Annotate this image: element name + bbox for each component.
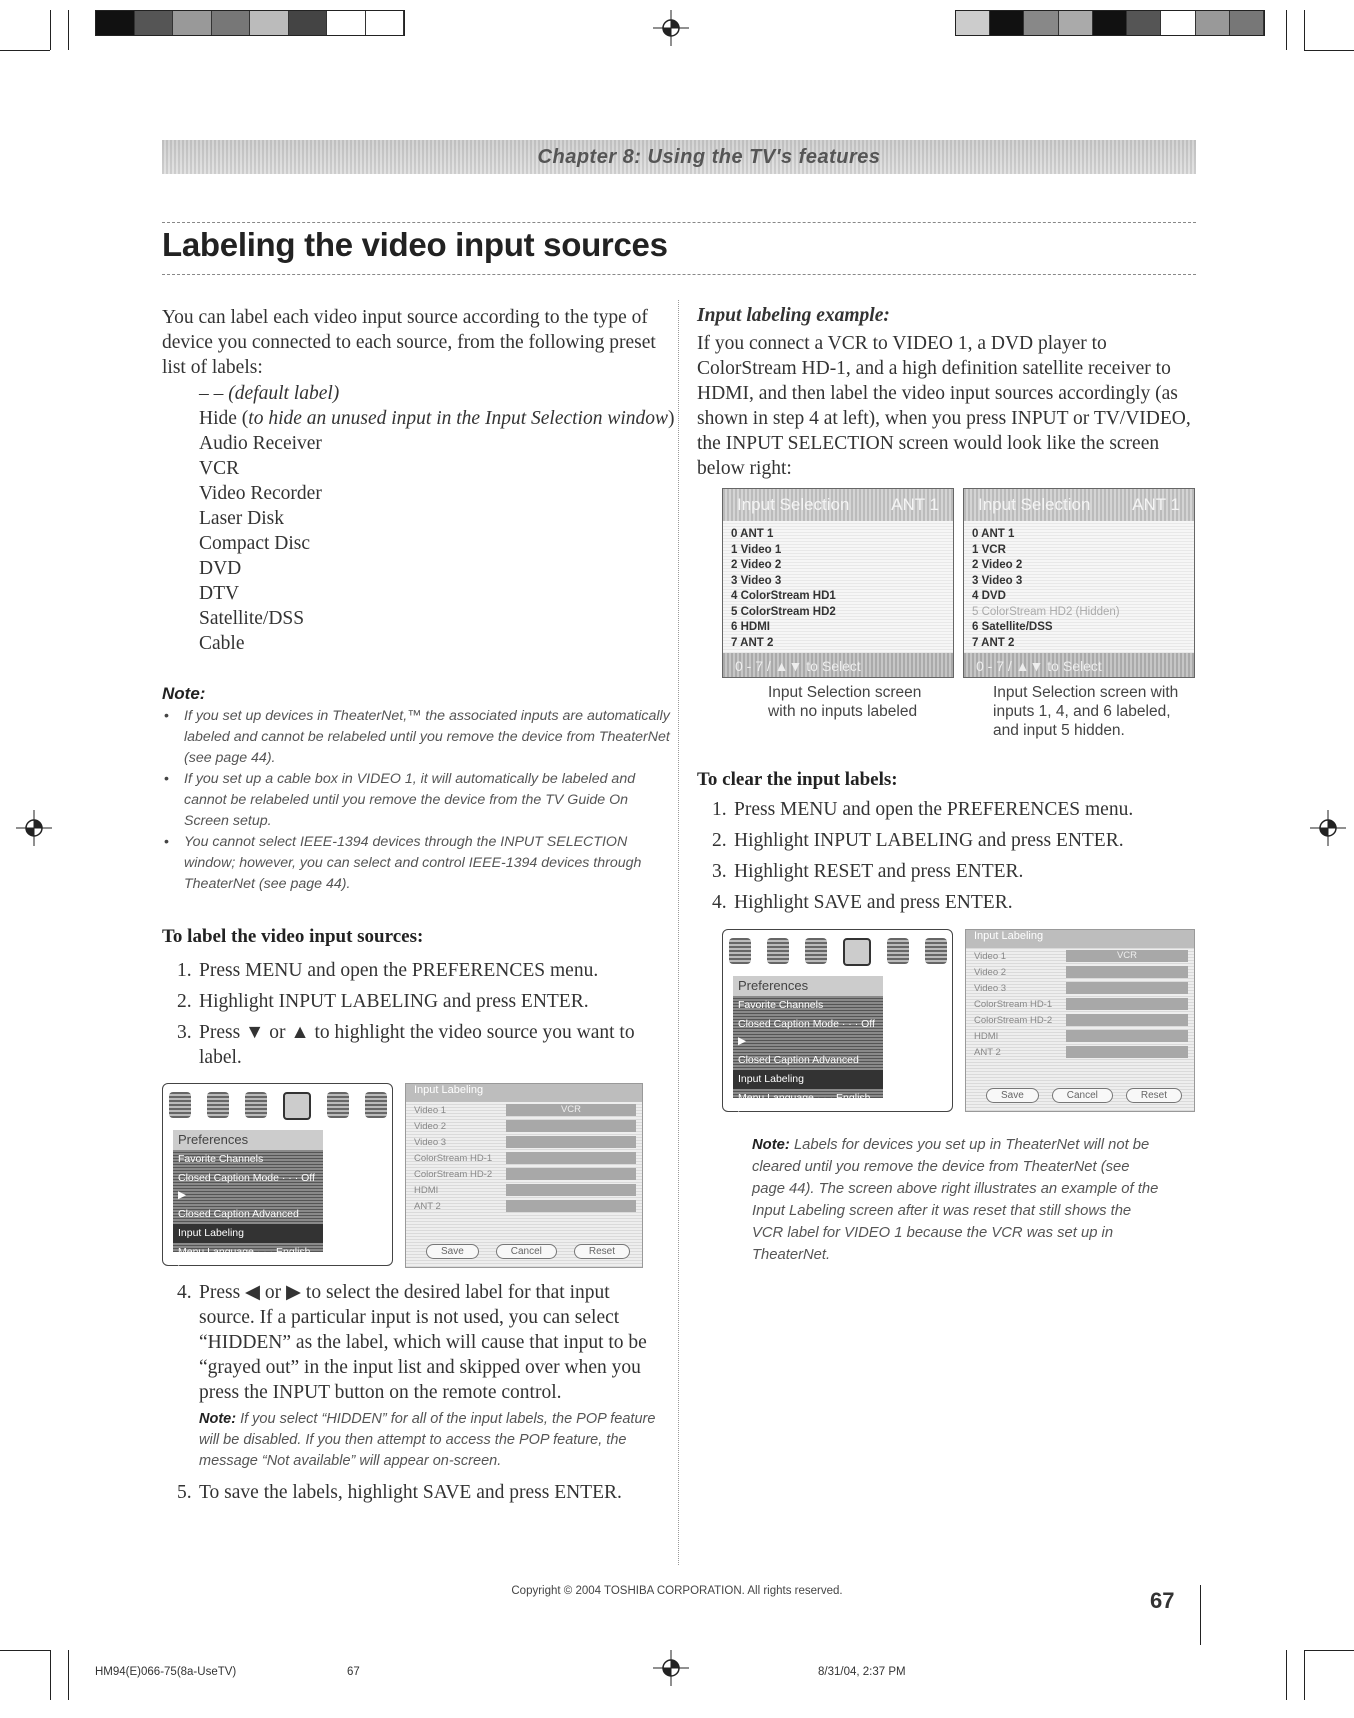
label-row: ColorStream HD-2: [406, 1166, 642, 1182]
list-item: Video Recorder: [199, 483, 322, 504]
crop-mark: [1304, 10, 1305, 50]
crop-mark: [1304, 50, 1354, 51]
list-item: 5 ColorStream HD2: [731, 605, 836, 618]
panel-buttons: [426, 1244, 630, 1259]
menu-item: Closed Caption Advanced: [738, 1054, 859, 1066]
list-item: DTV: [199, 583, 240, 604]
step-text: To save the labels, highlight SAVE and press ENTER.: [199, 1482, 622, 1503]
screen-footer: 0 - 7 / ▲▼ to Select: [723, 653, 953, 678]
menu-tab-icon: [327, 1092, 349, 1118]
menu-tab-icon: [843, 938, 871, 966]
step-text: Highlight SAVE and press ENTER.: [734, 892, 1013, 913]
step-item: [177, 989, 667, 1014]
menu-tab-icon: [805, 938, 827, 964]
label-row: Video 2: [966, 964, 1194, 980]
label-row: ANT 2: [406, 1198, 642, 1214]
step-item: [177, 958, 667, 983]
list-item: 0 ANT 1: [972, 528, 1015, 540]
right-note: Note: Labels for devices you set up in TheaterNet will not be cleared until you remove the device from TheaterNet (see page 44). The screen above right illustrates an example of the Input Labeling screen after it was reset that still shows the VCR label for VIDEO 1 because the VCR was set up in TheaterNet.: [752, 1137, 1159, 1263]
panel-title: Input Labeling: [966, 930, 1194, 948]
step-text: Press MENU and open the PREFERENCES menu.: [199, 960, 599, 981]
crop-mark: [68, 10, 69, 50]
menu-tab-icon: [245, 1092, 267, 1118]
screen-header: Input Selection ANT 1: [723, 489, 953, 521]
step-number: 3.: [712, 861, 727, 882]
label-row: HDMI: [966, 1028, 1194, 1044]
caption-right: Input Selection screen with inputs 1, 4, and 6 labeled, and input 5 hidden.: [993, 684, 1179, 739]
note-heading: Note:: [162, 684, 206, 703]
note-list: [162, 706, 672, 895]
preferences-panel: [173, 1130, 323, 1275]
registration-bar-right: [955, 10, 1265, 36]
list-item: 6 Satellite/DSS: [972, 621, 1053, 633]
intro-paragraph: You can label each video input source according to the type of device you connected to each source, from the following preset list of labels:: [162, 307, 656, 378]
label-row: HDMI: [406, 1182, 642, 1198]
crop-mark: [1286, 10, 1287, 50]
save-button: Save: [986, 1088, 1039, 1103]
list-item: Compact Disc: [199, 533, 311, 554]
label-steps: [177, 958, 667, 1076]
label-row: Video 1 VCR: [406, 1102, 642, 1118]
crop-mark: [0, 1650, 50, 1651]
step-number: 4.: [177, 1282, 192, 1303]
chapter-title: Chapter 8: Using the TV's features: [537, 145, 881, 168]
list-item: Hide (to hide an unused input in the Input Selection window): [199, 408, 675, 429]
step-number: 3.: [177, 1022, 192, 1043]
registration-bar-left: [95, 10, 405, 36]
registration-target-icon: [653, 10, 689, 46]
menu-tab-icon: [283, 1092, 311, 1120]
input-labeling-screenshot: [405, 1083, 643, 1268]
menu-item: Input Labeling: [733, 1070, 883, 1089]
list-item: 4 ColorStream HD1: [731, 590, 836, 602]
step-number: 1.: [177, 960, 192, 981]
screen-header: Input Selection ANT 1: [964, 489, 1194, 521]
list-item: Laser Disk: [199, 508, 285, 529]
menu-icon-row: [729, 938, 947, 966]
label-steps-continued: [177, 1280, 667, 1511]
panel-title: Preferences: [173, 1130, 323, 1150]
clear-steps-heading: To clear the input labels:: [697, 769, 898, 790]
label-row: Video 1 VCR: [966, 948, 1194, 964]
divider: [162, 274, 1196, 275]
divider: [162, 222, 1196, 223]
menu-item: Input Labeling: [173, 1224, 323, 1243]
crop-mark: [50, 10, 51, 50]
step-item: [177, 1020, 667, 1070]
clear-steps: [712, 797, 1202, 921]
input-selection-screen-left: [722, 488, 954, 678]
list-item: 1 VCR: [972, 543, 1006, 556]
label-row: Video 3: [966, 980, 1194, 996]
copyright: Copyright © 2004 TOSHIBA CORPORATION. All rights reserved.: [511, 1585, 843, 1597]
step-number: 5.: [177, 1482, 192, 1503]
panel-title: Preferences: [733, 976, 883, 996]
step-text: Highlight INPUT LABELING and press ENTER.: [734, 830, 1124, 851]
list-item: 3 Video 3: [972, 574, 1023, 587]
page-number: 67: [1150, 1588, 1175, 1613]
step-item: [712, 890, 1202, 915]
slug-page: 67: [347, 1666, 360, 1678]
reset-button: Reset: [1126, 1088, 1182, 1103]
panel-buttons: [986, 1088, 1182, 1103]
menu-tab-icon: [767, 938, 789, 964]
note-item: • If you set up devices in TheaterNet,™ the associated inputs are automatically labeled and cannot be relabeled until you remove the device from TheaterNet (see page 44).: [162, 706, 672, 769]
caption-left: Input Selection screen with no inputs labeled: [768, 684, 922, 720]
screen-footer: 0 - 7 / ▲▼ to Select: [964, 653, 1194, 678]
menu-tab-icon: [207, 1092, 229, 1118]
menu-tab-icon: [365, 1092, 387, 1118]
label-row: ColorStream HD-1: [966, 996, 1194, 1012]
list-item: Cable: [199, 633, 245, 654]
cancel-button: Cancel: [1052, 1088, 1113, 1103]
example-paragraph: If you connect a VCR to VIDEO 1, a DVD player to ColorStream HD-1, and a high definition satellite receiver to HDMI, and then label the video input sources accordingly (as shown in step 4 at left), when you press INPUT or TV/VIDEO, the INPUT SELECTION screen would look like the screen below right:: [697, 333, 1191, 479]
slug-date: 8/31/04, 2:37 PM: [818, 1666, 906, 1678]
slug-filename: HM94(E)066-75(8a-UseTV): [95, 1666, 237, 1678]
label-row: Video 3: [406, 1134, 642, 1150]
list-item: 3 Video 3: [731, 574, 782, 587]
label-row: ColorStream HD-1: [406, 1150, 642, 1166]
list-item: 7 ANT 2: [972, 636, 1015, 649]
registration-target-icon: [1310, 810, 1346, 846]
step-number: 4.: [712, 892, 727, 913]
screen-body: [723, 521, 953, 653]
preferences-menu-screenshot: [162, 1083, 393, 1275]
example-heading: Input labeling example:: [697, 305, 890, 326]
screen-body: [964, 521, 1194, 653]
step-item: [177, 1480, 667, 1505]
step-text: Press ▼ or ▲ to highlight the video source you want to label.: [199, 1022, 635, 1068]
list-item: VCR: [199, 458, 240, 479]
crop-mark: [1304, 1650, 1354, 1651]
step-text: Press MENU and open the PREFERENCES menu.: [734, 799, 1134, 820]
menu-item: Menu Language · · · English ▶: [178, 1246, 311, 1275]
menu-item: Closed Caption Mode · · · Off ▶: [738, 1018, 875, 1047]
list-item: 2 Video 2: [972, 559, 1023, 571]
column-divider: [678, 300, 679, 1565]
cancel-button: Cancel: [496, 1244, 557, 1259]
input-selection-screen-right: [963, 488, 1195, 678]
list-item: 4 DVD: [972, 590, 1006, 602]
menu-tab-icon: [887, 938, 909, 964]
list-item: 5 ColorStream HD2 (Hidden): [972, 605, 1120, 618]
menu-item: Closed Caption Mode · · · Off ▶: [178, 1172, 315, 1201]
menu-icon-row: [169, 1092, 387, 1120]
step-item: [712, 828, 1202, 853]
list-item: 0 ANT 1: [731, 528, 774, 540]
list-item: 1 Video 1: [731, 543, 782, 556]
step-text: Highlight RESET and press ENTER.: [734, 861, 1024, 882]
menu-tab-icon: [729, 938, 751, 964]
preferences-panel: [733, 976, 883, 1121]
menu-tab-icon: [925, 938, 947, 964]
page-title: Labeling the video input sources: [162, 226, 668, 263]
crop-mark: [1286, 1650, 1287, 1700]
crop-mark: [1304, 1650, 1305, 1700]
list-item: 6 HDMI: [731, 621, 770, 633]
menu-item: Favorite Channels: [738, 999, 824, 1011]
list-item: 2 Video 2: [731, 559, 782, 571]
list-item: DVD: [199, 558, 242, 579]
divider: [1200, 1585, 1201, 1645]
input-labeling-screenshot: [965, 929, 1195, 1112]
label-row: ANT 2: [966, 1044, 1194, 1060]
list-item: 7 ANT 2: [731, 636, 774, 649]
step-number: 2.: [712, 830, 727, 851]
note-item: • If you set up a cable box in VIDEO 1, it will automatically be labeled and cannot be relabeled until you remove the device from the TV Guide On Screen setup.: [162, 769, 672, 832]
list-item: Audio Receiver: [199, 433, 322, 454]
menu-tab-icon: [169, 1092, 191, 1118]
step-item: [177, 1280, 667, 1472]
crop-mark: [68, 1650, 69, 1700]
label-steps-heading: To label the video input sources:: [162, 926, 424, 947]
preferences-menu-screenshot: [722, 929, 953, 1121]
menu-item: Closed Caption Advanced: [178, 1208, 299, 1220]
step-text: Highlight INPUT LABELING and press ENTER.: [199, 991, 589, 1012]
step-number: 1.: [712, 799, 727, 820]
menu-item: Favorite Channels: [178, 1153, 264, 1165]
registration-target-icon: [653, 1650, 689, 1686]
registration-target-icon: [16, 810, 52, 846]
menu-item: Menu Language · · · English ▶: [738, 1092, 871, 1121]
chapter-band: [162, 140, 1196, 174]
step-item: [712, 797, 1202, 822]
list-item: – – (default label): [199, 383, 340, 404]
list-item: Satellite/DSS: [199, 608, 305, 629]
step-number: 2.: [177, 991, 192, 1012]
step-item: [712, 859, 1202, 884]
reset-button: Reset: [574, 1244, 630, 1259]
crop-mark: [50, 1650, 51, 1700]
note-item: • You cannot select IEEE-1394 devices through the INPUT SELECTION window; however, you can select and control IEEE-1394 devices through TheaterNet (see page 44).: [162, 832, 672, 895]
panel-title: Input Labeling: [406, 1084, 642, 1102]
label-row: ColorStream HD-2: [966, 1012, 1194, 1028]
step-text: Press ◀ or ▶ to select the desired label for that input source. If a particular input is not used, you can select “HIDDEN” as the label, which will cause that input to be “grayed out” in the input list and skipped over when you press the INPUT button on the remote control.: [199, 1282, 647, 1403]
preset-label-list: [199, 381, 675, 656]
step-note: Note: If you select “HIDDEN” for all of the input labels, the POP feature will be disabled. If you then attempt to access the POP feature, the message “Not available” will appear on-screen.: [199, 1411, 656, 1469]
save-button: Save: [426, 1244, 479, 1259]
crop-mark: [0, 50, 50, 51]
label-row: Video 2: [406, 1118, 642, 1134]
